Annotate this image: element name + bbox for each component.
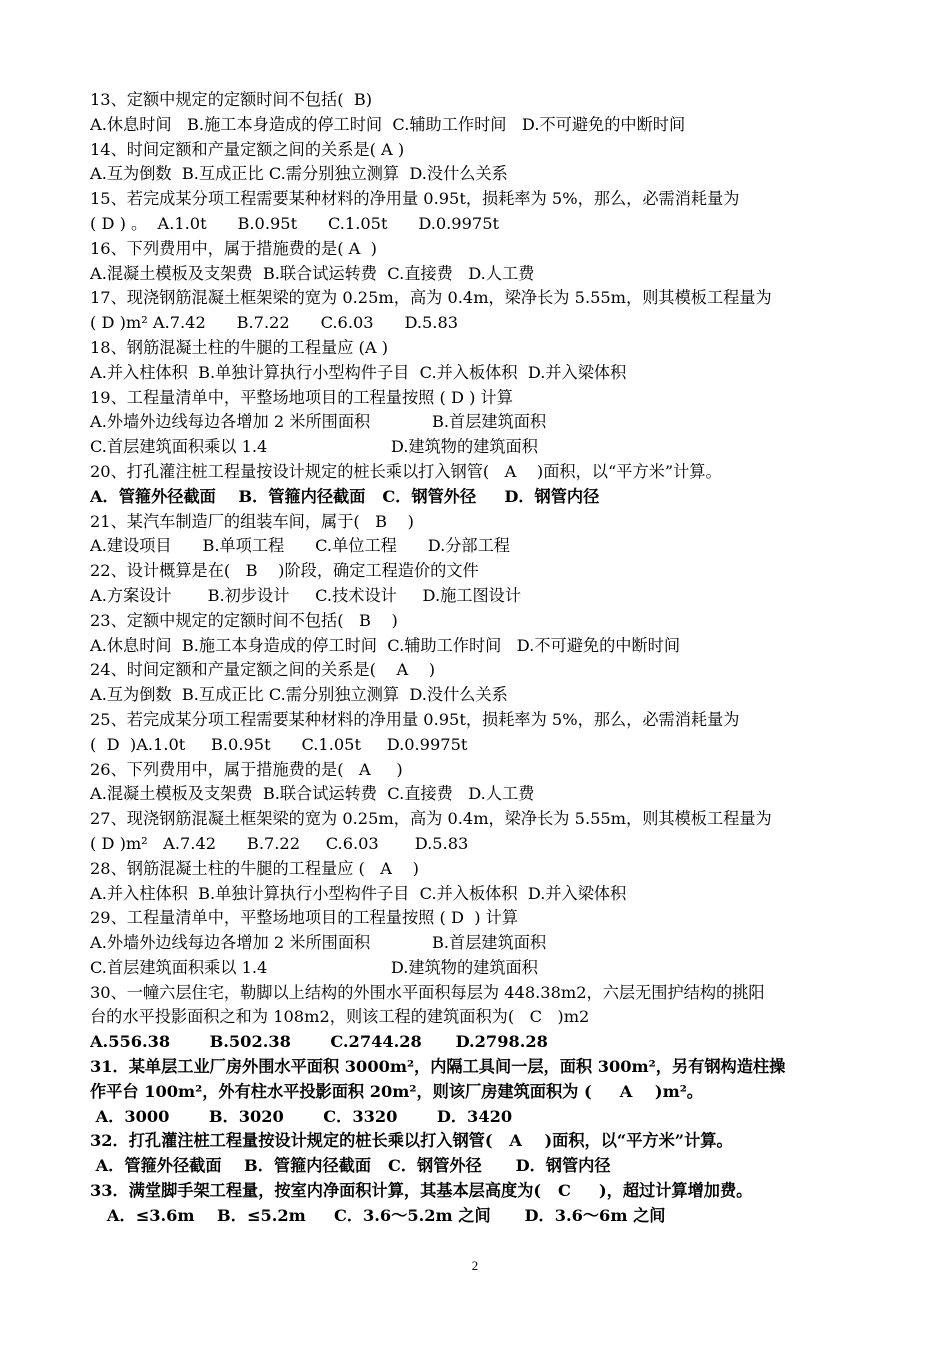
text-line: 17、现浇钢筋混凝土框架梁的宽为 0.25m，高为 0.4m，梁净长为 5.55m，则其模板工程量为 [90, 288, 772, 308]
text-line: 24、时间定额和产量定额之间的关系是( A ) [90, 660, 436, 680]
question-list [90, 88, 870, 1229]
text-line: A．管箍外径截面 B．管箍内径截面 C．钢管外径 D．钢管内径 [90, 486, 600, 506]
text-line: A.并入柱体积 B.单独计算执行小型构件子目 C.并入板体积 D.并入梁体积 [90, 362, 627, 382]
text-line: A.互为倒数 B.互成正比 C.需分别独立测算 D.没什么关系 [90, 164, 508, 184]
text-line: 30、一幢六层住宅，勒脚以上结构的外围水平面积每层为 448.38m2，六层无围护结构的挑阳 [90, 982, 765, 1002]
text-line: 13、定额中规定的定额时间不包括( B) [90, 90, 373, 109]
text-line: A.556.38 B.502.38 C.2744.28 D.2798.28 [90, 1032, 548, 1052]
text-line: A．管箍外径截面 B．管箍内径截面 C．钢管外径 D．钢管内径 [90, 1156, 611, 1176]
text-line: ( D ) 。 A.1.0t B.0.95t C.1.05t D.0.9975t [90, 213, 500, 233]
text-line: A.互为倒数 B.互成正比 C.需分别独立测算 D.没什么关系 [90, 685, 508, 705]
page-number: 2 [471, 1258, 479, 1273]
text-line: 16、下列费用中，属于措施费的是( A ) [90, 238, 377, 258]
text-line: A.外墙外边线每边各增加 2 米所围面积 B.首层建筑面积 [90, 933, 547, 953]
text-line: A.外墙外边线每边各增加 2 米所围面积 B.首层建筑面积 [90, 412, 547, 432]
text-line: 21、某汽车制造厂的组装车间，属于( B ) [90, 511, 414, 531]
text-line: 23、定额中规定的定额时间不包括( B ) [90, 610, 398, 630]
text-line: 33．满堂脚手架工程量，按室内净面积计算，其基本层高度为( C )，超过计算增加费。 [90, 1181, 753, 1201]
text-line: C.首层建筑面积乘以 1.4 D.建筑物的建筑面积 [90, 957, 538, 977]
text-line: A.休息时间 B.施工本身造成的停工时间 C.辅助工作时间 D.不可避免的中断时间 [90, 114, 686, 134]
text-line: A.混凝土模板及支架费 B.联合试运转费 C.直接费 D.人工费 [90, 784, 535, 804]
text-line: ( D )m² A.7.42 B.7.22 C.6.03 D.5.83 [90, 833, 469, 853]
text-line: 31．某单层工业厂房外围水平面积 3000m²，内隔工具间一层，面积 300m²，另有钢构造柱操 [90, 1057, 786, 1077]
text-line: 20、打孔灌注桩工程量按设计规定的桩长乘以打入钢管( A )面积，以“平方米”计算。 [90, 461, 722, 481]
text-line: 26、下列费用中，属于措施费的是( A ) [90, 759, 403, 779]
text-line: 28、钢筋混凝土柱的牛腿的工程量应 ( A ) [90, 858, 419, 878]
text-line: 15、若完成某分项工程需要某种材料的净用量 0.95t，损耗率为 5%，那么，必需消耗量为 [90, 189, 740, 209]
text-line: 29、工程量清单中，平整场地项目的工程量按照 ( D ) 计算 [90, 908, 519, 928]
text-line: ( D )A.1.0t B.0.95t C.1.05t D.0.9975t [90, 734, 468, 754]
text-line: 25、若完成某分项工程需要某种材料的净用量 0.95t，损耗率为 5%，那么，必需消耗量为 [90, 709, 740, 729]
text-line: A.并入柱体积 B.单独计算执行小型构件子目 C.并入板体积 D.并入梁体积 [90, 883, 627, 903]
text-line: 台的水平投影面积之和为 108m2，则该工程的建筑面积为( C )m2 [90, 1007, 590, 1027]
text-line: 32．打孔灌注桩工程量按设计规定的桩长乘以打入钢管( A )面积，以“平方米”计算。 [90, 1131, 733, 1151]
text-line: A．≤3.6m B．≤5.2m C．3.6～5.2m 之间 D．3.6～6m 之间 [90, 1205, 666, 1225]
text-line: 作平台 100m²，外有柱水平投影面积 20m²，则该厂房建筑面积为 ( A )m²。 [90, 1081, 703, 1101]
text-line: 14、时间定额和产量定额之间的关系是( A ) [90, 139, 405, 159]
text-line: C.首层建筑面积乘以 1.4 D.建筑物的建筑面积 [90, 437, 538, 457]
text-line: 22、设计概算是在( B )阶段，确定工程造价的文件 [90, 561, 479, 581]
text-line: A．3000 B．3020 C．3320 D．3420 [90, 1106, 513, 1126]
text-line: A.方案设计 B.初步设计 C.技术设计 D.施工图设计 [90, 585, 522, 605]
text-line: 19、工程量清单中，平整场地项目的工程量按照 ( D ) 计算 [90, 387, 513, 407]
text-line: 27、现浇钢筋混凝土框架梁的宽为 0.25m，高为 0.4m，梁净长为 5.55m，则其模板工程量为 [90, 809, 772, 829]
text-line: A.建设项目 B.单项工程 C.单位工程 D.分部工程 [90, 536, 510, 556]
text-line: A.休息时间 B.施工本身造成的停工时间 C.辅助工作时间 D.不可避免的中断时间 [90, 635, 681, 655]
text-line: A.混凝土模板及支架费 B.联合试运转费 C.直接费 D.人工费 [90, 263, 535, 283]
text-line: 18、钢筋混凝土柱的牛腿的工程量应 (A ) [90, 337, 389, 357]
text-line: ( D )m² A.7.42 B.7.22 C.6.03 D.5.83 [90, 313, 459, 333]
